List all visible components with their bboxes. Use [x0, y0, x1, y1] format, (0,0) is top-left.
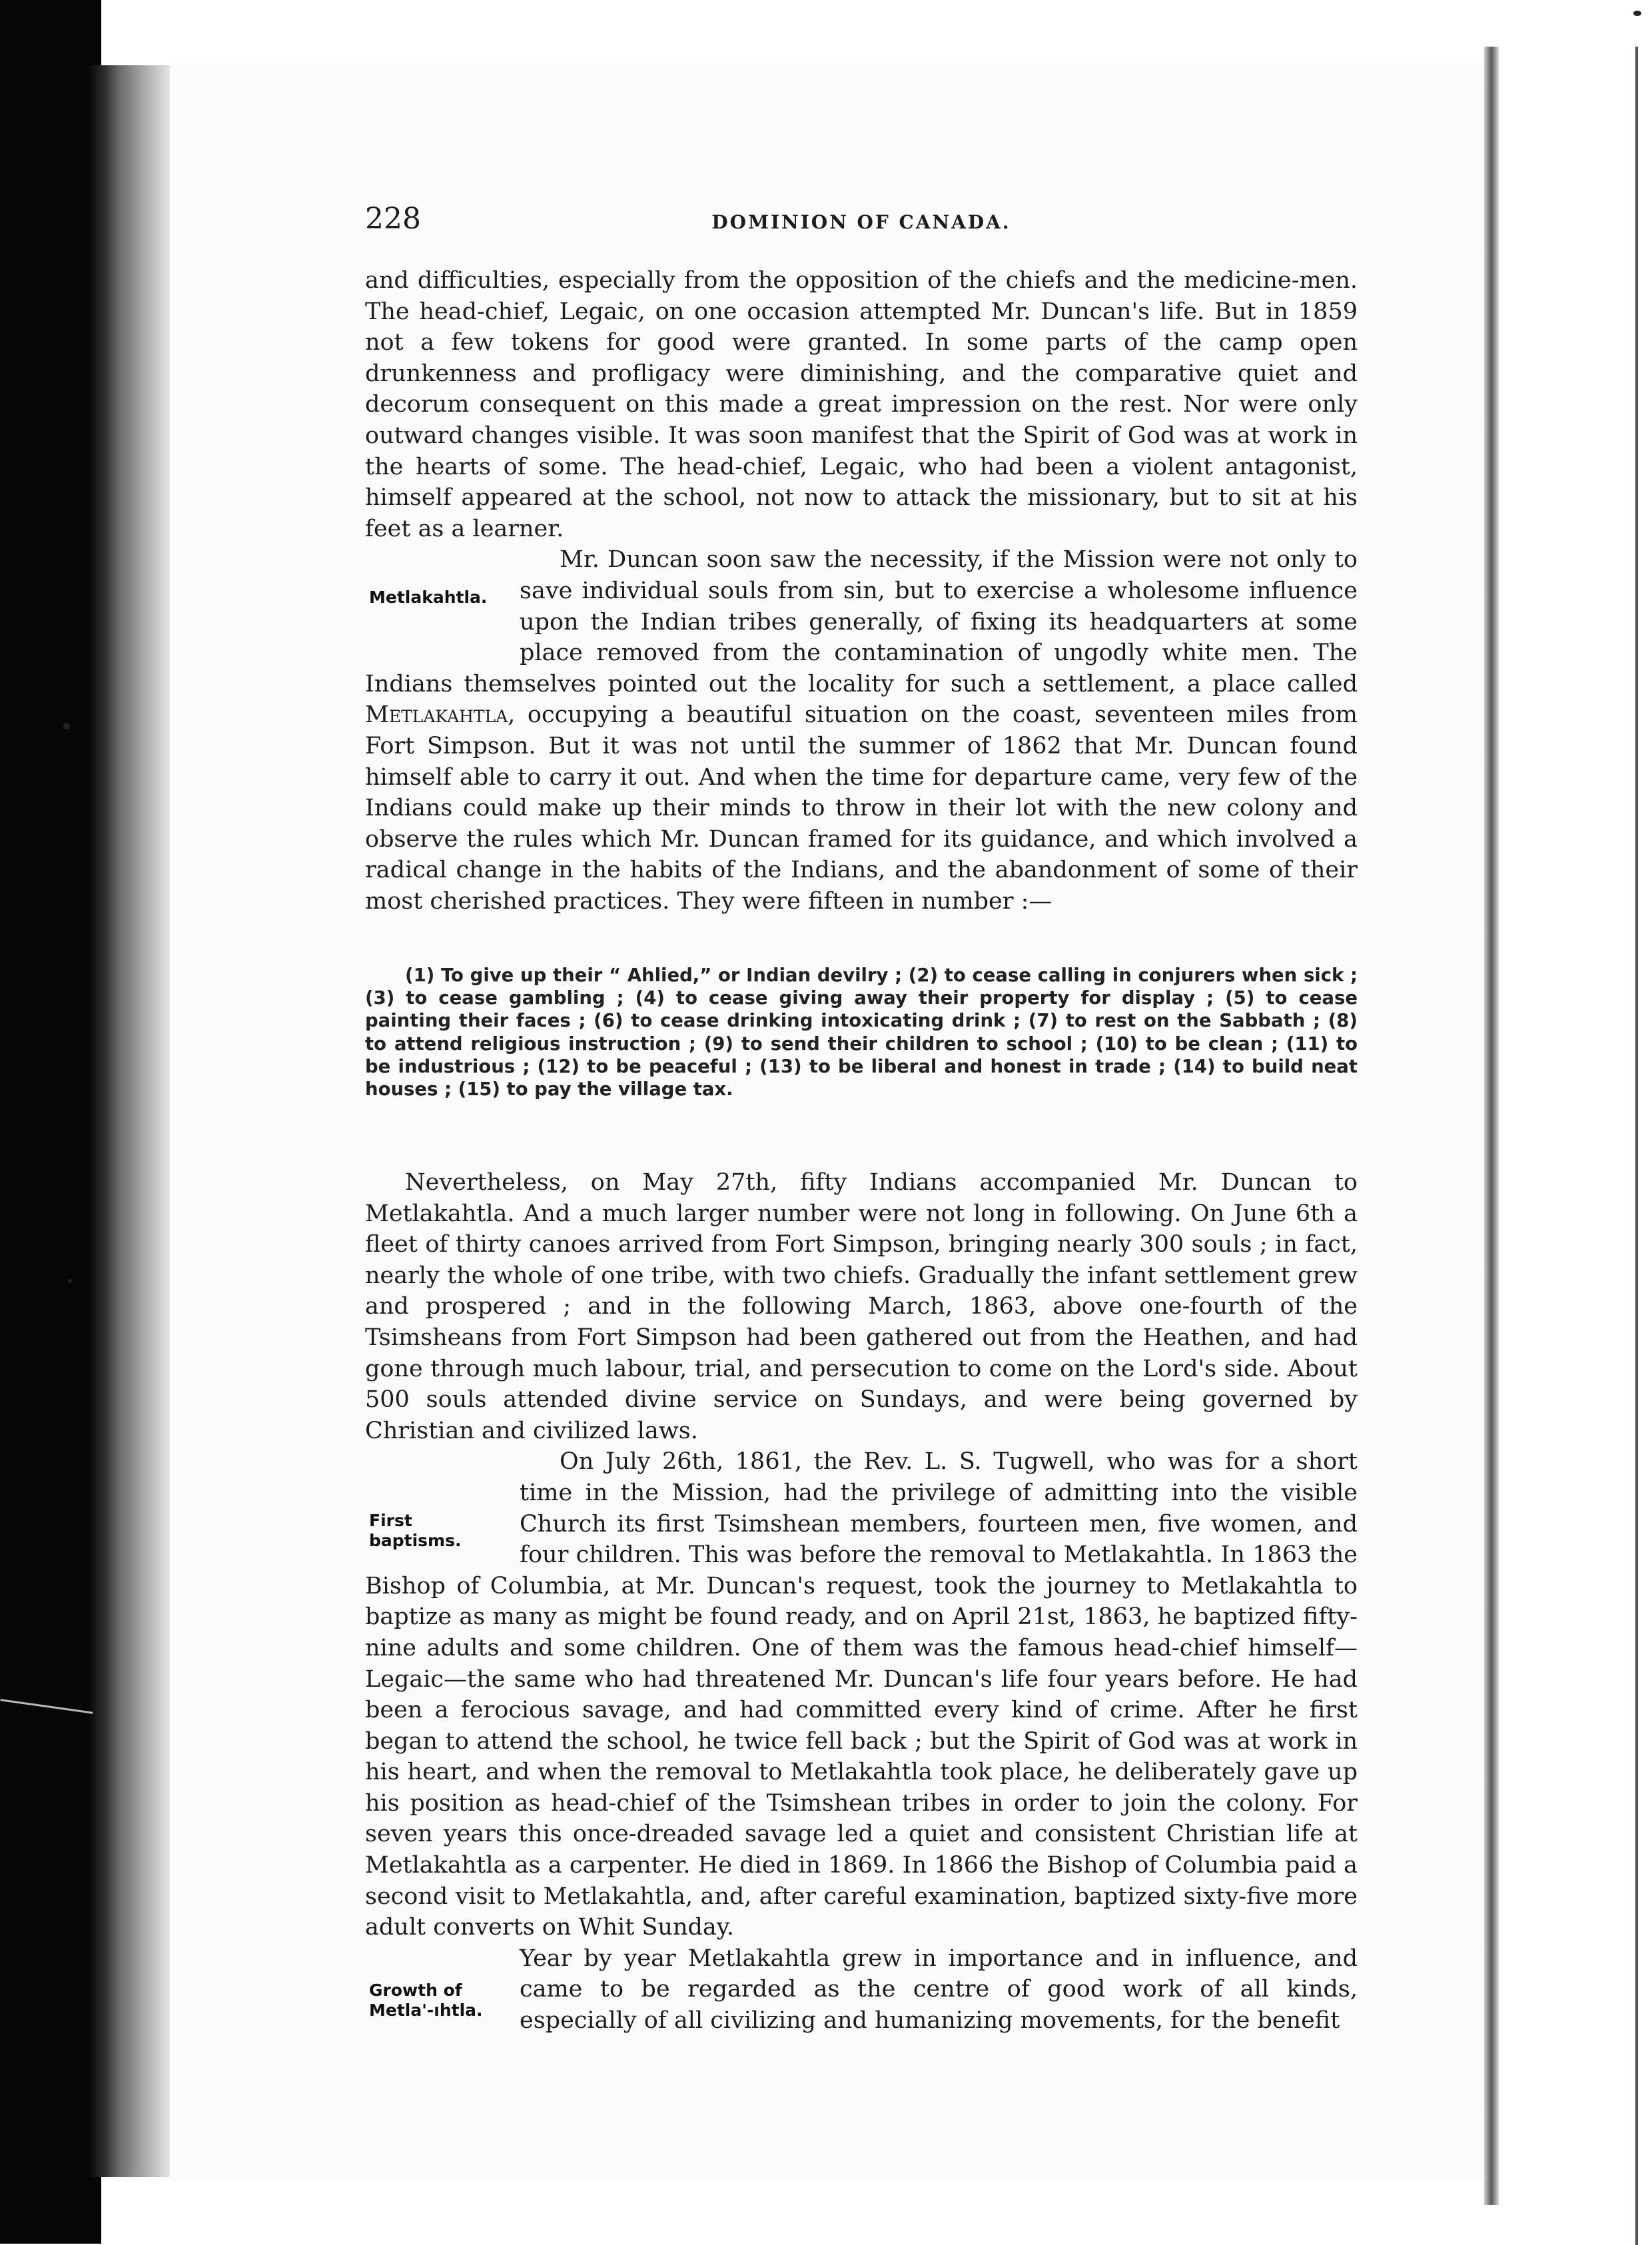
scan-border-left [0, 0, 101, 2244]
side-note-line: Metla'-ıhtla. [369, 2001, 483, 2020]
side-note-line: Growth of [369, 1981, 462, 2000]
side-note-gap [365, 1943, 520, 2006]
rules-text: (1) To give up their “ Ahlied,” or Indian devilry ; (2) to cease calling in conjurers when sick ; (3) to cease gambling ; (4) to cease giving away their property for display ; (5) to cease painting their faces ; (6) to cease drinking intoxicating drink ; (7) to rest on the Sabbath ; (8) to attend religious instruction ; (9) to send their children to school ; (10) to be clean ; (11) to be industrious ; (12) to be peaceful ; (13) to be liberal and honest in trade ; (14) to build neat houses ; (15) to pay the village tax. [365, 965, 1358, 1101]
side-note-text: Metlakahtla. [369, 588, 488, 607]
paragraph [365, 544, 1358, 917]
side-note-line: First [369, 1511, 412, 1530]
running-head-title: DOMINION OF CANADA. [711, 211, 1011, 233]
side-note-gap [365, 575, 520, 668]
scan-speck [63, 723, 70, 729]
paragraph [365, 1943, 1358, 2036]
paragraph-text: On July 26th, 1861, the Rev. L. S. Tugwell, who was for a short time in the Mission, had the privilege of admitting into the visible Church its first Tsimshean members, fourteen men, five women, and four children. This was before the removal to Metlakahtla. In 1863 the Bishop of Columbia, at Mr. Duncan's request, took the journey to Metlakahtla to baptize as many as might be found ready, and on April 21st, 1863, he baptized fifty-nine adults and some children. One of them was the famous head-chief himself—Legaic—the same who had threatened Mr. Duncan's life four years before. He had been a ferocious savage, and had committed every kind of crime. After he first began to attend the school, he twice fell back ; but the Spirit of God was at work in his heart, and when the removal to Metlakahtla took place, he deliberately gave up his position as head-chief of the Tsimshean tribes in order to join the colony. For seven years this once-dreaded savage led a quiet and consistent Christian life at Metlakahtla as a carpenter. He died in 1869. In 1866 the Bishop of Columbia paid a second visit to Metlakahtla, and, after careful examination, baptized sixty-five more adult converts on Whit Sunday. [365, 1448, 1358, 1941]
running-header [365, 201, 1358, 241]
book-spine [88, 65, 173, 2177]
body-text-upper [365, 265, 1358, 917]
paragraph: and difficulties, especially from the opposition of the chiefs and the medicine-men. The head-chief, Legaic, on one occasion attempted Mr. Duncan's life. But in 1859 not a few tokens for good were granted. In some parts of the camp open drunkenness and profligacy were diminishing, and the comparative quiet and decorum consequent on this made a great impression on the rest. Nor were only outward changes visible. It was soon manifest that the Spirit of God was at work in the hearts of some. The head-chief, Legaic, who had been a violent antagonist, himself appeared at the school, not now to attack the missionary, but to sit at his feet as a learner. [365, 267, 1358, 542]
scan-speck [68, 1279, 72, 1283]
rules-list [365, 964, 1358, 1101]
place-name: Metlakahtla [365, 701, 508, 729]
scan-border-right [1635, 47, 1638, 2245]
body-text-lower [365, 1167, 1358, 2036]
paragraph-text: , occupying a beautiful situation on the coast, seventeen miles from Fort Simpson. But it was not until the summer of 1862 that Mr. Duncan found himself able to carry it out. And when the time for departure came, very few of the Indians could make up their minds to throw in their lot with the new colony and observe the rules which Mr. Duncan framed for its guidance, and which involved a radical change in the habits of the Indians, and the abandonment of some of their most cherished practices. They were fifteen in number :— [365, 701, 1358, 915]
page-number: 228 [365, 202, 421, 236]
paragraph-text: Mr. Duncan soon saw the necessity, if the Mission were not only to save individual souls from sin, but to exercise a wholesome influence upon the Indian tribes generally, of fixing its headquarters at some place removed from the contamination of ungodly white men. The Indians themselves pointed out the locality for such a settlement, a place called [365, 546, 1358, 697]
scan-speck [1633, 11, 1641, 16]
page-edge-shadow [1484, 47, 1499, 2205]
paragraph [365, 1446, 1358, 1943]
side-note-gap [365, 1477, 520, 1570]
side-note-line: baptisms. [369, 1531, 462, 1550]
paragraph: Nevertheless, on May 27th, fifty Indians accompanied Mr. Duncan to Metlakahtla. And a much larger number were not long in following. On June 6th a fleet of thirty canoes arrived from Fort Simpson, bringing nearly 300 souls ; in fact, nearly the whole of one tribe, with two chiefs. Gradually the infant settlement grew and prospered ; and in the following March, 1863, above one-fourth of the Tsimsheans from Fort Simpson had been gathered out from the Heathen, and had gone through much labour, trial, and persecution to come on the Lord's side. About 500 souls attended divine service on Sundays, and were being governed by Christian and civilized laws. [365, 1169, 1358, 1444]
paragraph-text: Year by year Metlakahtla grew in importance and in influence, and came to be regarded as the centre of good work of all kinds, especially of all civilizing and humanizing movements, for the benefit [520, 1945, 1358, 2034]
